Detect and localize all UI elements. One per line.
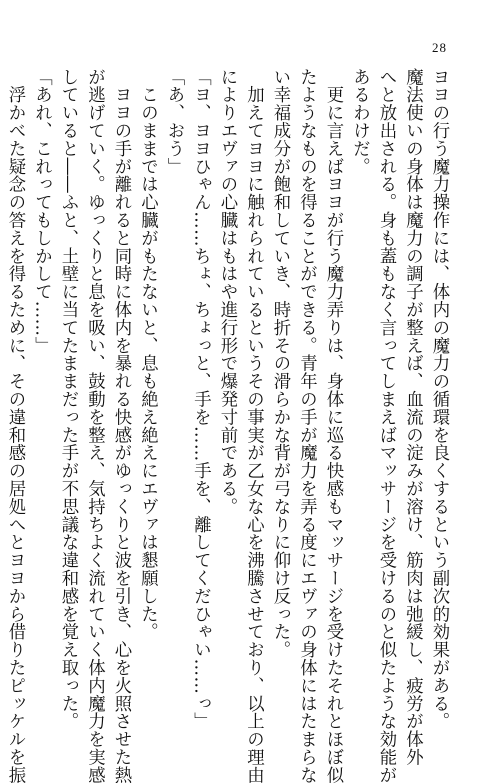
text-line-4: あるわけだ。 [349, 68, 370, 176]
page-number: 28 [432, 40, 447, 55]
text-line-17: 浮かべた疑念の答えを得るために、その違和感の居処へとヨヨから借りたピッケルを振 [5, 68, 25, 784]
text-line-7: い幸福成分が飽和していき、時折その滑らかな背が弓なりに仰け反った。 [270, 68, 290, 659]
text-line-1: ヨヨの行う魔力操作には、体内の魔力の循環を良くするという副次的効果がある。 [429, 68, 449, 731]
body-text [5, 68, 452, 784]
text-line-3: へと放出される。身も蓋もなく言ってしまえばマッサージを受けるのと似たような効能が [376, 68, 396, 784]
text-line-13: ヨヨの手が離れると同時に体内を暴れる快感がゆっくりと波を引き、心を火照させた熱 [111, 68, 131, 784]
text-line-15: していると――ふと、土壁に当てたままだった手が不思議な違和感を覚え取った。 [58, 68, 78, 731]
text-line-9: によりエヴァの心臓はもはや進行形で爆発寸前である。 [217, 68, 237, 516]
text-line-5: 更に言えばヨヨが行う魔力弄りは、身体に巡る快感もマッサージを受けたそれとほぼ似 [323, 68, 343, 784]
text-line-2: 魔法使いの身体は魔力の調子が整えば、血流の淀みが溶け、筋肉は弛緩し、疲労が体外 [402, 68, 423, 767]
text-line-12: このままでは心臓がもたないと、息も絶え絶えにエヴァは懇願した。 [137, 68, 158, 641]
text-line-8: 加えてヨヨに触れられているというその事実が乙女な心を沸騰させており、以上の理由 [243, 68, 264, 784]
text-line-11: 「あ、おう」 [164, 68, 184, 176]
text-line-14: が逃げていく。ゆっくりと息を吸い、鼓動を整え、気持ちよく流れていく体内魔力を実感 [84, 68, 105, 784]
text-line-16: 「あれ、これってもしかして……」 [31, 68, 52, 355]
text-line-10: 「ヨ、ヨヨひゃん……ちょ、ちょっと、手を……手を、離してくだひゃい……っ」 [190, 68, 211, 731]
text-line-6: たようなものを得ることができる。青年の手が魔力を弄る度にエヴァの身体にはたまらな [296, 68, 317, 784]
text-line-18 [0, 68, 2, 673]
